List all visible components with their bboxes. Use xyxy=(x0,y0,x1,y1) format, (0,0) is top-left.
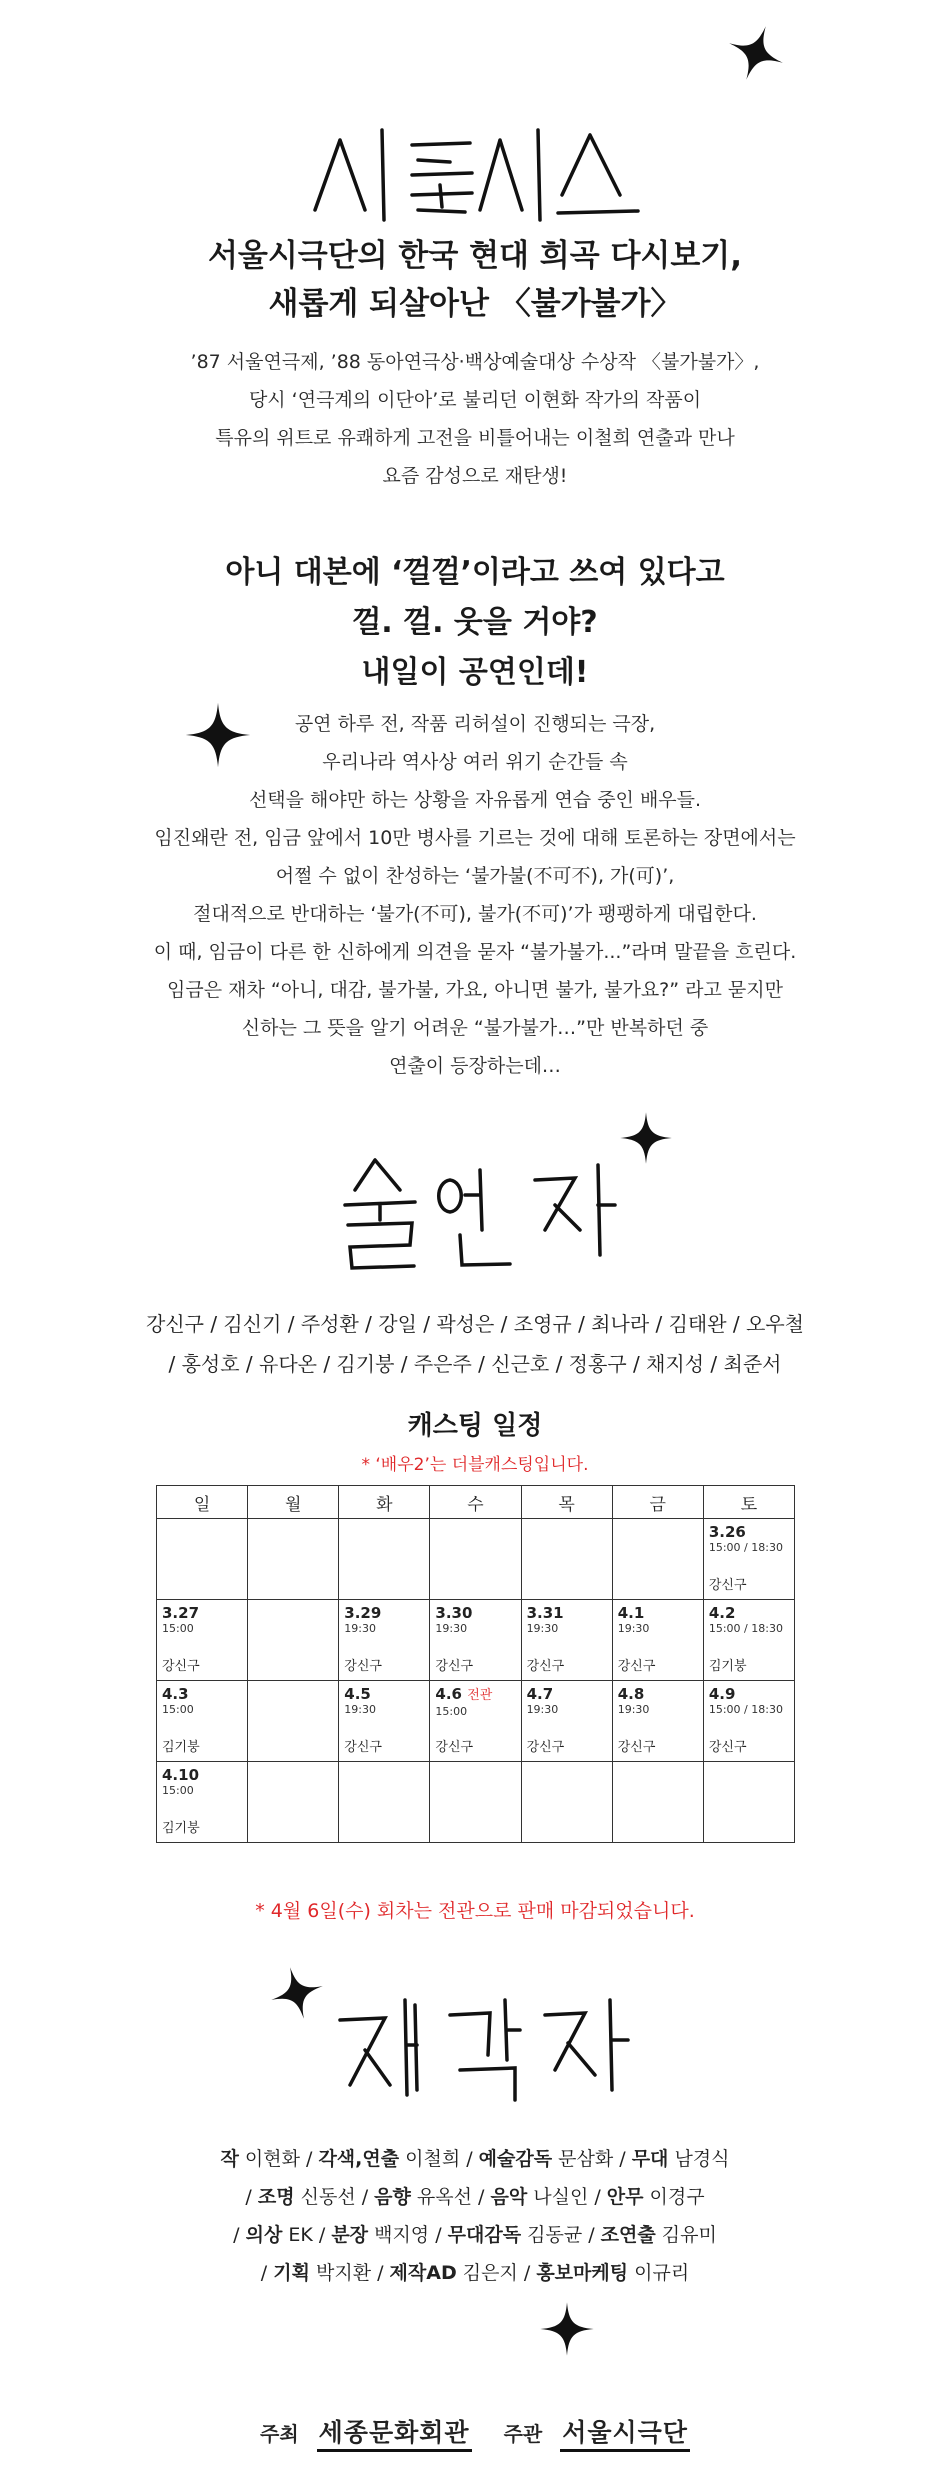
date-text: 4.8 xyxy=(617,1685,645,1703)
credit-name: 이철희 xyxy=(405,2148,461,2170)
schedule-day-cell xyxy=(521,1519,612,1600)
credit-role: 의상 xyxy=(245,2224,283,2246)
performance-times: 19:30 xyxy=(526,1703,559,1716)
date-text: 4.5 xyxy=(344,1685,371,1703)
day-header: 목 xyxy=(521,1486,612,1519)
cast-actor: 강신구 xyxy=(526,1659,565,1674)
credit-name: 이규리 xyxy=(634,2262,690,2284)
schedule-day-cell xyxy=(612,1762,703,1843)
schedule-day-cell xyxy=(430,1600,521,1681)
schedule-day-cell xyxy=(430,1519,521,1600)
schedule-day-cell xyxy=(339,1762,430,1843)
schedule-day-cell xyxy=(703,1681,794,1762)
schedule-day-cell xyxy=(248,1681,339,1762)
performance-date xyxy=(709,1604,789,1622)
schedule-day-cell xyxy=(157,1681,248,1762)
credit-role: 각색,연출 xyxy=(318,2148,400,2170)
day-header: 화 xyxy=(339,1486,430,1519)
day-header: 토 xyxy=(703,1486,794,1519)
organizer-label: 주관 xyxy=(503,2421,543,2446)
schedule-day-cell xyxy=(703,1762,794,1843)
cast-actor: 강신구 xyxy=(162,1659,200,1674)
synopsis-tagline: 아니 대본에 ‘껄껄’이라고 쓰여 있다고 껄. 껄. 웃을 거야? 내일이 공연인데! xyxy=(225,555,725,690)
credit-name: 김은지 xyxy=(462,2262,518,2284)
date-text: 3.30 xyxy=(435,1604,473,1622)
date-text: 3.29 xyxy=(344,1604,382,1622)
date-text: 3.26 xyxy=(708,1523,746,1541)
performance-date xyxy=(162,1685,242,1703)
credit-role: 무대감독 xyxy=(447,2224,522,2246)
footer xyxy=(230,2412,720,2452)
cast-heading-art xyxy=(330,1150,630,1275)
cast-actor: 강신구 xyxy=(708,1578,747,1593)
schedule-day-cell xyxy=(703,1600,794,1681)
credit-role: 제작AD xyxy=(389,2262,457,2284)
credit-role: 안무 xyxy=(606,2186,644,2208)
production-credits xyxy=(0,2140,950,2292)
performance-date xyxy=(344,1604,424,1622)
day-header: 수 xyxy=(430,1486,521,1519)
performance-times: 15:00 / 18:30 xyxy=(708,1622,783,1635)
performance-times: 15:00 xyxy=(162,1703,194,1716)
credit-role: 조명 xyxy=(257,2186,295,2208)
credit-name: 이현화 xyxy=(244,2148,300,2170)
sparkle-icon xyxy=(725,22,787,84)
host-logo: 세종문화회관 xyxy=(317,2413,472,2452)
cast-actor: 김기붕 xyxy=(162,1821,200,1836)
performance-date xyxy=(162,1604,242,1622)
sold-out-badge: 전관 xyxy=(467,1688,493,1703)
date-text: 4.7 xyxy=(526,1685,554,1703)
sparkle-icon xyxy=(268,1964,326,2022)
credit-role: 음향 xyxy=(374,2186,411,2208)
schedule-day-cell xyxy=(430,1762,521,1843)
performance-times: 19:30 xyxy=(435,1622,468,1635)
credit-role: 조연출 xyxy=(600,2224,656,2246)
production-heading-art xyxy=(320,1985,640,2110)
schedule-table xyxy=(156,1485,795,1843)
credit-role: 작 xyxy=(220,2148,239,2170)
cast-heading: 출연진 xyxy=(480,1270,483,1271)
schedule-day-cell xyxy=(703,1519,794,1600)
production-heading: 제작진 xyxy=(480,2105,483,2106)
date-text: 4.1 xyxy=(617,1604,645,1622)
date-text: 4.10 xyxy=(162,1766,200,1784)
schedule-day-cell xyxy=(612,1681,703,1762)
date-text: 3.27 xyxy=(162,1604,200,1622)
schedule-note: * ‘배우2’는 더블캐스팅입니다. xyxy=(361,1455,589,1475)
performance-times: 19:30 xyxy=(344,1703,376,1716)
synopsis-heading: 시놉시스 xyxy=(473,225,477,226)
schedule-day-cell xyxy=(430,1681,521,1762)
schedule-day-cell xyxy=(157,1519,248,1600)
schedule-day-cell xyxy=(521,1681,612,1762)
cast-actor: 강신구 xyxy=(435,1740,474,1755)
credit-name: 김동균 xyxy=(527,2224,583,2246)
credit-role: 분장 xyxy=(331,2224,369,2246)
performance-times: 19:30 xyxy=(344,1622,376,1635)
performance-date xyxy=(527,1604,607,1622)
performance-date xyxy=(618,1685,698,1703)
cast-actor: 강신구 xyxy=(617,1659,656,1674)
credit-role: 예술감독 xyxy=(478,2148,553,2170)
schedule-footnote: * 4월 6일(수) 회차는 전관으로 판매 마감되었습니다. xyxy=(255,1900,695,1922)
cast-actor: 강신구 xyxy=(526,1740,565,1755)
credit-role: 음악 xyxy=(490,2186,528,2208)
performance-times: 15:00 / 18:30 xyxy=(708,1703,783,1716)
performance-times: 15:00 / 18:30 xyxy=(708,1541,783,1554)
host-label: 주최 xyxy=(260,2421,299,2446)
credit-name: 남경식 xyxy=(674,2148,730,2170)
credit-role: 기획 xyxy=(273,2262,310,2284)
cast-actor: 강신구 xyxy=(617,1740,656,1755)
performance-times: 15:00 xyxy=(162,1784,194,1797)
credits-line: 작 이현화 / 각색,연출 이철희 / 예술감독 문삼화 / 무대 남경식 xyxy=(220,2148,730,2170)
performance-times: 19:30 xyxy=(617,1622,650,1635)
credits-line: / 의상 EK / 분장 백지영 / 무대감독 김동균 / 조연출 김유미 xyxy=(233,2224,717,2246)
day-header: 일 xyxy=(157,1486,248,1519)
credits-line: / 기획 박지환 / 제작AD 김은지 / 홍보마케팅 이규리 xyxy=(260,2262,690,2284)
cast-actor: 강신구 xyxy=(708,1740,747,1755)
schedule-day-cell xyxy=(339,1600,430,1681)
performance-date xyxy=(162,1766,242,1784)
performance-date xyxy=(527,1685,607,1703)
schedule-day-cell xyxy=(248,1600,339,1681)
date-text: 4.9 xyxy=(708,1685,736,1703)
schedule-title: 캐스팅 일정 xyxy=(407,1411,543,1441)
credit-name: 백지영 xyxy=(374,2224,430,2246)
organizer-logo: 서울시극단 xyxy=(560,2413,690,2452)
performance-times: 15:00 xyxy=(435,1705,468,1718)
credit-name: EK xyxy=(288,2224,313,2246)
credit-role: 무대 xyxy=(631,2148,669,2170)
cast-actor: 강신구 xyxy=(435,1659,474,1674)
sparkle-icon xyxy=(538,2300,596,2358)
credits-line: / 조명 신동선 / 음향 유옥선 / 음악 나실인 / 안무 이경구 xyxy=(245,2186,705,2208)
cast-actor: 김기붕 xyxy=(708,1659,747,1674)
schedule-day-cell xyxy=(248,1519,339,1600)
schedule-header-row xyxy=(157,1486,795,1519)
schedule-week-row xyxy=(157,1519,795,1600)
schedule-day-cell xyxy=(521,1600,612,1681)
performance-times: 19:30 xyxy=(617,1703,650,1716)
cast-actor: 강신구 xyxy=(344,1659,382,1674)
performance-times: 15:00 xyxy=(162,1622,194,1635)
performance-date xyxy=(618,1604,698,1622)
performance-times: 19:30 xyxy=(526,1622,559,1635)
date-text: 4.6 xyxy=(435,1685,462,1703)
performance-date xyxy=(435,1604,515,1622)
day-header: 월 xyxy=(248,1486,339,1519)
schedule-day-cell xyxy=(157,1762,248,1843)
credit-name: 문삼화 xyxy=(558,2148,614,2170)
cast-actor: 강신구 xyxy=(344,1740,382,1755)
synopsis-subtitle: 서울시극단의 한국 현대 희곡 다시보기, 새롭게 되살아난 〈불가불가〉 xyxy=(207,238,743,322)
schedule-day-cell xyxy=(157,1600,248,1681)
credit-name: 나실인 xyxy=(533,2186,589,2208)
performance-date xyxy=(435,1685,515,1705)
credit-name: 신동선 xyxy=(300,2186,356,2208)
date-text: 3.31 xyxy=(526,1604,564,1622)
schedule-day-cell xyxy=(339,1519,430,1600)
cast-list: 강신구 / 김신기 / 주성환 / 강일 / 곽성은 / 조영규 / 최나라 / 김태완 / 오우철 / 홍성호 / 유다온 / 김기붕 / 주은주 / 신근호 / 정홍구 / 채지성 / 최준서 xyxy=(146,1312,804,1376)
schedule-day-cell xyxy=(612,1519,703,1600)
date-text: 4.3 xyxy=(162,1685,189,1703)
credit-name: 박지환 xyxy=(316,2262,372,2284)
synopsis-story: 공연 하루 전, 작품 리허설이 진행되는 극장, 우리나라 역사상 여러 위기 순간들 속 선택을 해야만 하는 상황을 자유롭게 연습 중인 배우들. 임진왜란 전, 임금 앞에서 10만 병사를 기르는 것에 대해 토론하는 장면에서는 어쩔 수 없이 찬성하는 ‘불가불(不可不), 가(可)’, 절대적으로 반대하는 ‘불가(不可), 불가(不可)’가 팽팽하게 대립한다. 이 때, 임금이 다른 한 신하에게 의견을 묻자 “불가불가...”라며 말끝을 흐린다. 임금은 재차 “아니, 대감, 불가불, 가요, 아니면 불가, 불가요?” 라고 묻지만 신하는 그 뜻을 알기 어려운 “불가불가…”만 반복하던 중 연출이 등장하는데… xyxy=(153,713,797,1077)
credit-name: 김유미 xyxy=(661,2224,717,2246)
performance-date xyxy=(344,1685,424,1703)
schedule-day-cell xyxy=(612,1600,703,1681)
synopsis-heading-art xyxy=(300,115,650,230)
schedule-day-cell xyxy=(521,1762,612,1843)
schedule-day-cell xyxy=(339,1681,430,1762)
date-text: 4.2 xyxy=(708,1604,736,1622)
credit-name: 이경구 xyxy=(649,2186,705,2208)
schedule-week-row xyxy=(157,1762,795,1843)
schedule-week-row xyxy=(157,1681,795,1762)
synopsis-intro: ’87 서울연극제, ’88 동아연극상·백상예술대상 수상작 〈불가불가〉, 당시 ‘연극계의 이단아’로 불리던 이현화 작가의 작품이 특유의 위트로 유쾌하게 고전을 비틀어내는 이철희 연출과 만나 요즘 감성으로 재탄생! xyxy=(190,351,760,487)
day-header: 금 xyxy=(612,1486,703,1519)
credit-name: 유옥선 xyxy=(416,2186,472,2208)
credit-role: 홍보마케팅 xyxy=(536,2262,629,2284)
performance-date xyxy=(709,1685,789,1703)
performance-date xyxy=(709,1523,789,1541)
cast-actor: 김기붕 xyxy=(162,1740,200,1755)
schedule-day-cell xyxy=(248,1762,339,1843)
schedule-week-row xyxy=(157,1600,795,1681)
